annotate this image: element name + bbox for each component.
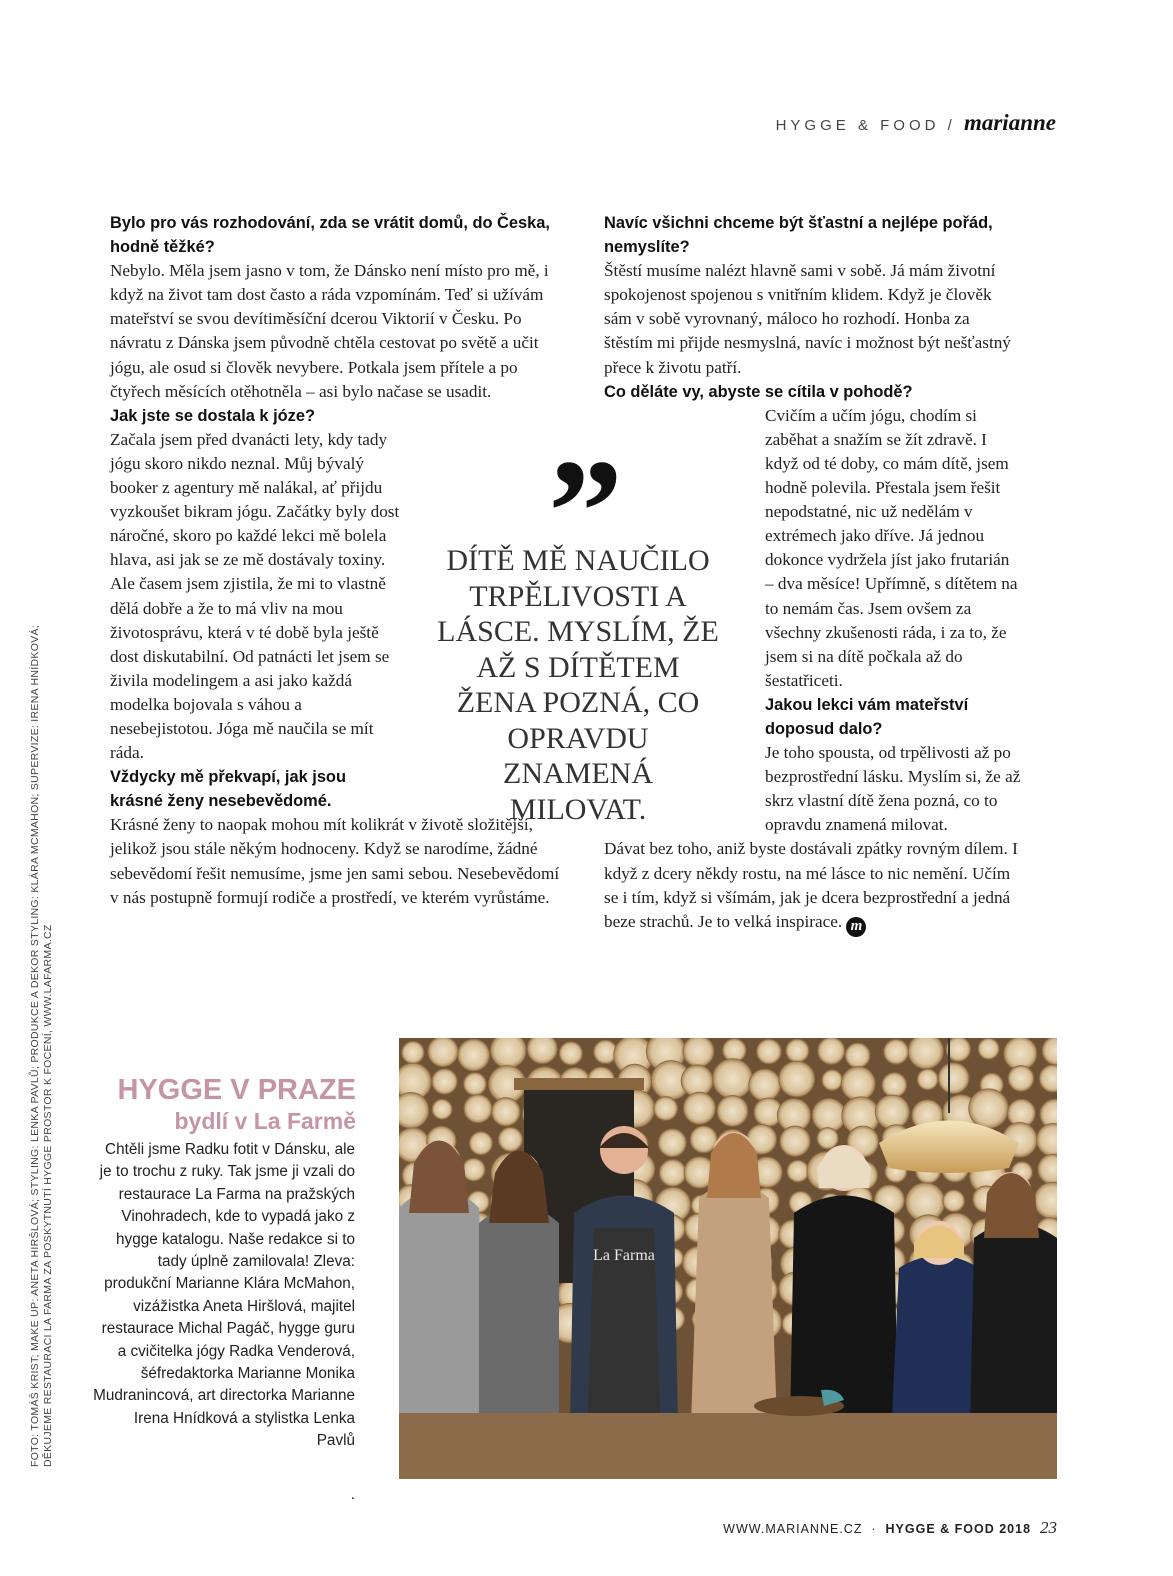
wood-slice [432,1099,452,1119]
end-mark-icon: m [846,917,866,937]
wood-slice [713,1059,753,1099]
wood-slice [464,1095,492,1123]
running-header [776,110,1056,136]
question-1: Bylo pro vás rozhodování, zda se vrátit domů, do Česka, hodně těžké? [110,214,550,257]
answer-7-text: Dávat bez toho, aniž byste dostávali zpátky rovným dílem. I když z dcery někdy rostu, na mé lásce to nic nemění. Učím se i tím, když si všímám, jak je dcera bezprostřední a jedná beze strachů. Je to velká inspirace. [604,839,1018,931]
answer-6: Je toho spousta, od trpělivosti až po bezprostřední lásku. Myslím si, že až skrz vlastní dítě žena pozná, co to opravdu znamená milovat. [765,743,1021,835]
wood-slice [654,1097,678,1121]
section-label: HYGGE & FOOD [775,117,940,134]
group-photo-illustration [399,1038,1057,1479]
wood-slice [690,1126,717,1153]
wood-slice [969,1089,1008,1128]
wood-slice [780,1126,810,1156]
footer-dot: · [871,1522,877,1536]
wood-slice [683,1038,714,1067]
wood-slice [908,1038,943,1069]
wood-slice [428,1038,458,1067]
sidebar-text: Chtěli jsme Radku fotit v Dánsku, ale je to trochu z ruky. Tak jsme ji vzali do restaurace La Farma na pražských Vinohradech, kde to vypadá jako z hygge katalogu. Naše redakce si to tady úplně zamilovala! Zleva: produkční Marianne Klára McMahon, vizážistka Aneta Hiršlová, majitel restaurace Michal Pagáč, hygge guru a cvičitelka jógy Radka Venderová, šéfredaktorka Marianne Monika Mudranincová, art directorka Marianne Irena Hnídková a stylistka Lenka Pavlů [93,1141,355,1450]
wood-slice [659,1160,686,1187]
question-3: Vždycky mě překvapí, jak jsou krásné ženy nesebevědomé. [110,768,346,811]
wood-slice [779,1061,815,1097]
wood-slice [786,1039,809,1062]
wood-slice [1008,1066,1034,1092]
pull-quote: DÍTĚ MĚ NAUČILO TRPĚLIVOSTI A LÁSCE. MYSLÍM, ŽE AŽ S DÍTĚTEM ŽENA POZNÁ, CO OPRAVDU ZNAMENÁ MILOVAT. [437,544,719,826]
wood-slice [943,1190,965,1212]
wood-slice [717,1096,748,1127]
sidebar-trailing-dot: . [350,1486,355,1503]
wood-slice [559,1042,582,1065]
answer-1: Nebylo. Měla jsem jasno v tom, že Dánsko není místo pro mě, i když na život tam dost často a ráda vzpomínám. Teď si užívám mateřství se svou devítiměsíční dcerou Viktorií v Česku. Po návratu z Dánska jsem původně chtěla cestovat po světě a učit jógu, ale osud si člověk nevybere. Potkala jsem přítele a po čtyřech měsících otěhotněla – asi bylo načase se usadit. [110,261,549,401]
wood-slice [938,1063,969,1094]
page-number: 23 [1040,1518,1057,1537]
question-2: Jak jste se dostala k józe? [110,406,315,425]
wood-slice [462,1158,485,1181]
wood-slice [787,1160,809,1182]
wood-slice [841,1067,875,1101]
header-separator: / [947,117,956,134]
sidebar-title: HYGGE V PRAZE [117,1074,356,1106]
answer-3: Krásné ženy to naopak mohou mít kolikrát v životě složitější, jelikož jsou stále někým hodnoceny. Když se narodíme, žádné sebevědomí řešit nemusíme, jsme jen sami sebou. Nesebevědomí v nás postupně formují rodiče a prostředí, ve kterém vyrůstáme. [110,815,560,907]
answer-2: Začala jsem před dvanácti lety, kdy tady jógu skoro nikdo neznal. Můj bývalý booker z agentury mě nalákal, ať přijdu vyzkoušet bikram jógu. Začátky byly dost náročné, skoro po každé lekci mě bolela hlava, asi jak se ze mě dostávaly toxiny. Ale časem jsem zjistila, že mi to vlastně dělá dobře a že to má vliv na mou životosprávu, která v té době byla ještě dost diskutabilní. Od patnácti let jsem se živila modelingem a asi jako každá modelka bojovala s váhou a nesebejistotou. Jóga mě naučila se mít ráda. [110,429,400,763]
wood-slice [492,1098,520,1126]
wood-slice [875,1095,909,1129]
wood-slice [978,1038,999,1059]
quote-mark: ” [548,429,623,595]
wood-slice [683,1092,715,1124]
wood-slice [399,1092,429,1128]
wood-slice [658,1129,686,1157]
wood-slice [818,1038,845,1064]
question-6: Jakou lekci vám mateřství doposud dalo? [765,695,969,738]
wood-slice [527,1038,557,1064]
wood-slice [749,1069,781,1101]
wood-slice [458,1039,490,1071]
credits-line-1: FOTO: TOMÁŠ KRIST; MAKE UP: ANETA HIRŠLOVÁ; STYLING: LENKA PAVLŮ; PRODUKCE A DEKOR STYLING: KLÁRA MCMAHON; SUPERVIZE: IRENA HNÍDKOVÁ; [29,625,41,1467]
question-5: Co děláte vy, abyste se cítila v pohodě? [604,382,913,401]
answer-7 [604,837,1022,936]
footer-url[interactable]: WWW.MARIANNE.CZ [723,1522,863,1536]
apron-logo: La Farma [593,1247,655,1264]
wood-slice [884,1039,909,1064]
answer-4: Štěstí musíme nalézt hlavně sami v sobě. Já mám životní spokojenost spojenou s vnitřním klidem. Když je člověk sám v sobě vyrovnaný, máloco ho rozhodí. Honba za štěstím mi přijde nesmyslná, navíc i možnost být nešťastný přece k životu patří. [604,261,1011,377]
wood-slice [845,1043,870,1068]
wood-slice [469,1132,492,1155]
photo-credits [29,625,55,1467]
wood-slice [917,1069,938,1090]
wood-slice [1004,1038,1037,1070]
question-4: Navíc všichni chceme být šťastní a nejlépe pořád, nemyslíte? [604,214,993,257]
wood-slice [498,1127,522,1151]
footer-issue: HYGGE & FOOD 2018 [885,1522,1032,1536]
right-column [604,211,1022,937]
wood-slice [822,1070,842,1090]
wood-slice [757,1039,782,1064]
wood-slice [464,1073,487,1096]
group-photo [399,1038,1057,1479]
wood-slice [402,1041,424,1063]
page-footer [723,1518,1057,1538]
wood-slice [432,1069,457,1094]
brand-logo: marianne [963,110,1056,135]
credits-line-2: DĚKUJEME RESTAURACI LA FARMA ZA POSKYTNUTÍ HYGGE PROSTOR K FOCENÍ, WWW.LAFARMA.CZ [42,924,54,1467]
wood-slice [882,1073,907,1098]
wood-slice [490,1038,526,1068]
answer-5: Cvičím a učím jógu, chodím si zaběhat a snažím se žít zdravě. I když od té doby, co mám dítě, jsem hodně polevila. Přestala jsem řešit nepodstatné, nic už nedělám v extrémech jako dříve. Já jednou dokonce vydržela jíst jako frutarián – dva měsíce! Upřímně, s dítětem na to nemám čas. Jsem ovšem za všechny zkušenosti ráda, i za to, že jsem si na dítě počkala až do šestatřiceti. [765,405,1018,690]
wood-slice [817,1128,838,1149]
sidebar-subtitle: bydlí v La Farmě [174,1108,356,1134]
wood-slice [812,1098,846,1132]
